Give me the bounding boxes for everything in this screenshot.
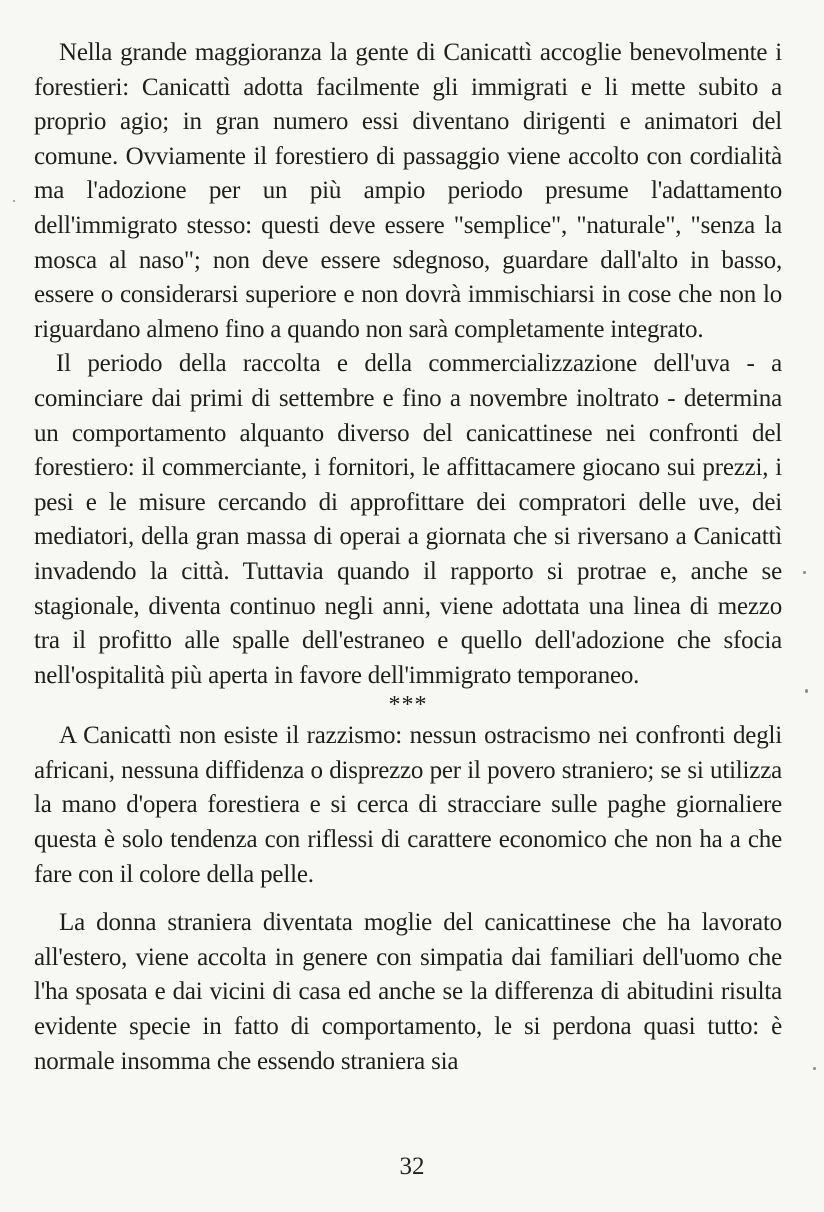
paragraph-donna-straniera: La donna straniera diventata moglie del canicattinese che ha lavorato all'estero, viene accolta in genere con simpatia dai familiari dell'uomo che l'ha sposata e dai vicini di casa ed anche se la differenza di abitudini risulta evidente specie in fatto di comportamento, le si perdona quasi tutto: è normale insomma che essendo straniera sia	[34, 909, 782, 1075]
scan-speck	[805, 689, 808, 693]
paragraph-raccolta-uva: Il periodo della raccolta e della commercializzazione dell'uva - a cominciare dai primi di settembre e fino a novembre inoltrato - determina un comportamento alquanto diverso del canicattinese nei confronti del forestiero: il commerciante, i fornitori, le affittacamere giocano sui prezzi, i pesi e le misure cercando di approfittare dei compratori delle uve, dei mediatori, della gran massa di operai a giornata che si riversano a Canicattì invadendo la città. Tuttavia quando il rapporto si protrae e, anche se stagionale, diventa continuo negli anni, viene adottata una linea di mezzo tra il profitto alle spalle dell'estraneo e quello dell'adozione che sfocia nell'ospitalità più aperta in favore dell'immigrato temporaneo.	[34, 350, 782, 689]
scan-speck	[803, 571, 806, 574]
section-separator: ***	[388, 692, 428, 719]
page-number: 32	[399, 1153, 425, 1180]
paragraph-forestieri: Nella grande maggioranza la gente di Canicattì accoglie benevolmente i forestieri: Canicattì adotta facilmente gli immigrati e li mette subito a proprio agio; in gran numero essi diventano dirigenti e animatori del comune. Ovviamente il forestiero di passaggio viene accolto con cordialità ma l'adozione per un più ampio periodo presume l'adattamento dell'immigrato stesso: questi deve essere "semplice", "naturale", "senza la mosca al naso"; non deve essere sdegnoso, guardare dall'alto in basso, essere o considerarsi superiore e non dovrà immischiarsi in cose che non lo riguardano almeno fino a quando non sarà completamente integrato.	[34, 39, 782, 343]
body-text	[34, 36, 782, 1079]
scan-speck	[13, 200, 15, 202]
paragraph-razzismo: A Canicattì non esiste il razzismo: nessun ostracismo nei confronti degli africani, nessuna diffidenza o disprezzo per il povero straniero; se si utilizza la mano d'opera forestiera e si cerca di stracciare sulle paghe giornaliere questa è solo tendenza con riflessi di carattere economico che non ha a che fare con il colore della pelle.	[34, 722, 782, 888]
paragraph-gap	[34, 892, 782, 906]
scan-speck	[813, 1067, 816, 1070]
